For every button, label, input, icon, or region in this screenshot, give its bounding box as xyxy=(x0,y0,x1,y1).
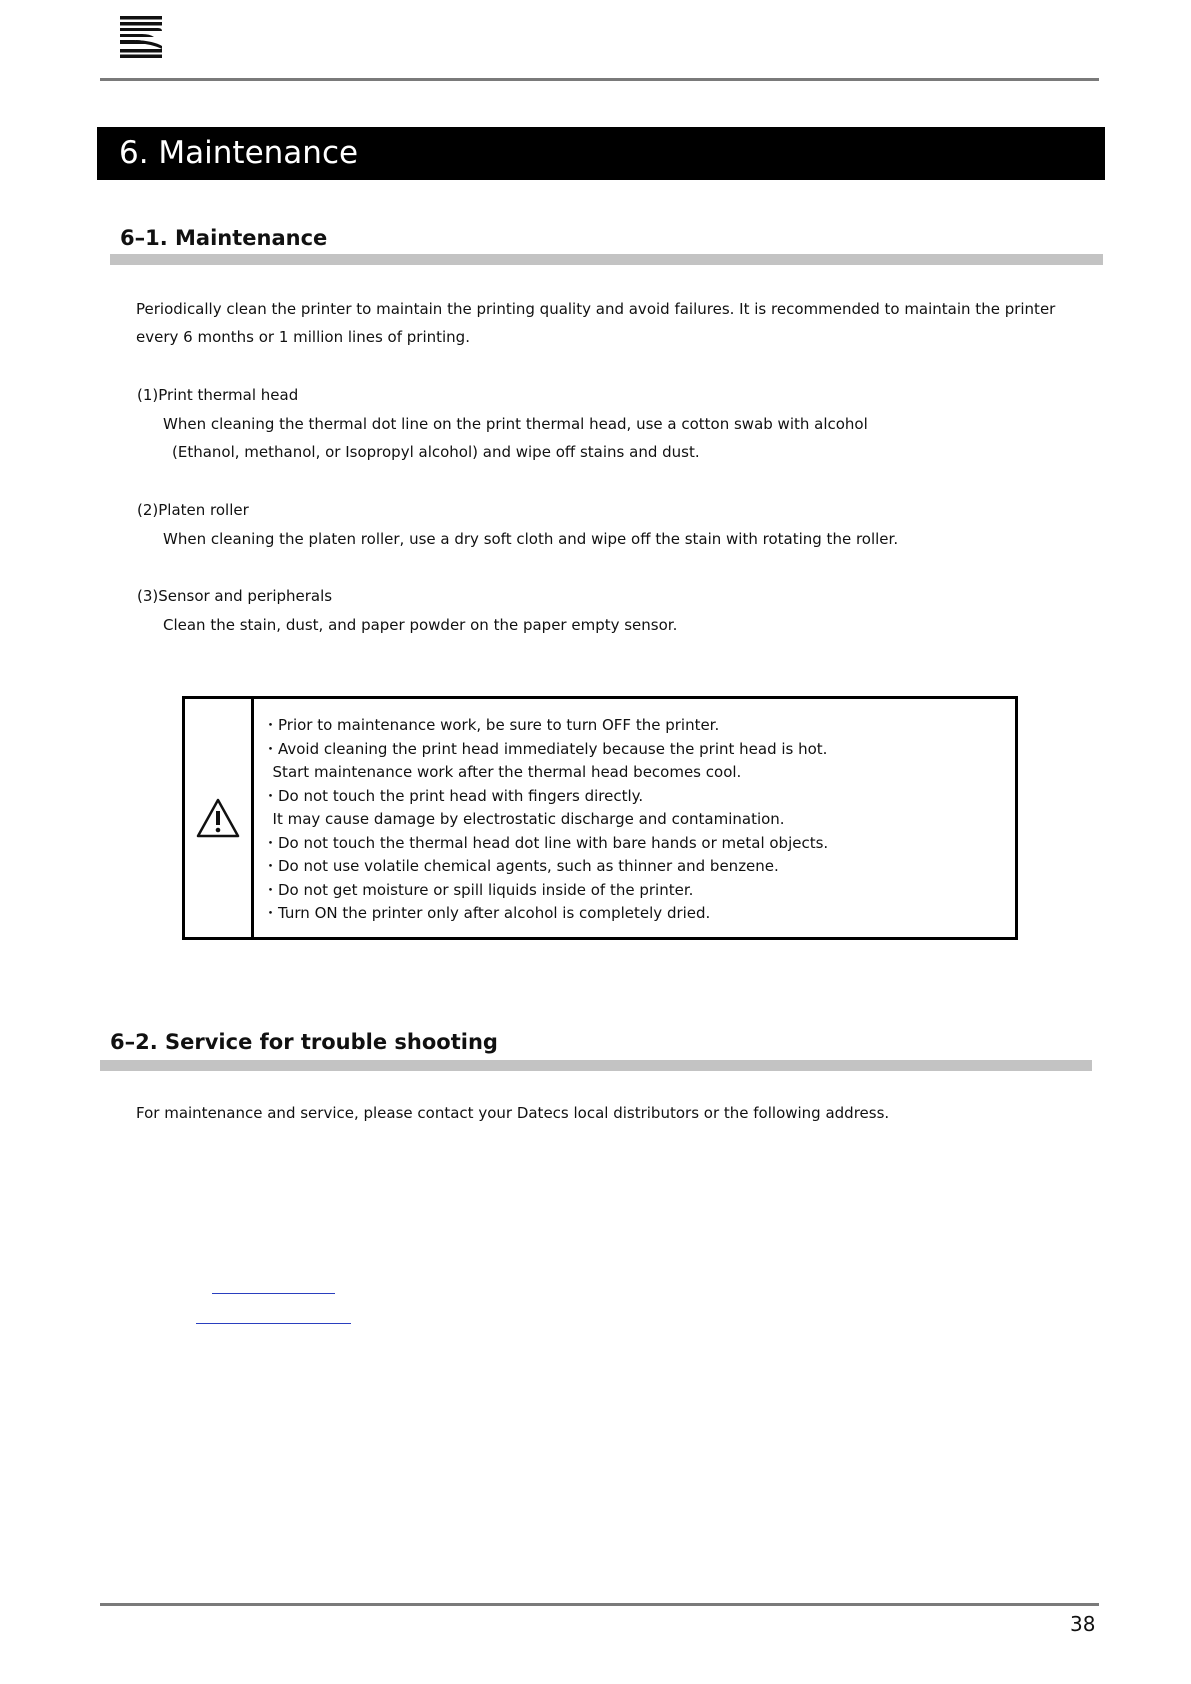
intro-line: every 6 months or 1 million lines of printing. xyxy=(136,328,470,346)
warning-line: ・Do not use volatile chemical agents, such as thinner and benzene. xyxy=(263,857,779,875)
item-heading-print-thermal-head: (1)Print thermal head xyxy=(137,386,299,404)
warning-line: ・Turn ON the printer only after alcohol is completely dried. xyxy=(263,904,711,922)
warning-triangle-icon xyxy=(195,797,241,839)
warning-line: ・Prior to maintenance work, be sure to turn OFF the printer. xyxy=(263,716,720,734)
warning-line: ・Do not touch the print head with fingers directly. xyxy=(263,786,644,805)
item-heading-platen-roller: (2)Platen roller xyxy=(137,501,249,519)
page-number: 38 xyxy=(1070,1612,1096,1636)
warning-line: ・Avoid cleaning the print head immediately because the print head is hot. xyxy=(263,739,828,758)
website-link[interactable] xyxy=(212,1293,335,1294)
warning-line: It may cause damage by electrostatic discharge and contamination. xyxy=(263,810,785,828)
warning-list xyxy=(263,714,828,926)
service-text: For maintenance and service, please contact your Datecs local distributors or the following address. xyxy=(136,1104,890,1122)
footer-rule xyxy=(100,1603,1099,1606)
warning-divider xyxy=(251,699,254,937)
section-title-maintenance: 6–1. Maintenance xyxy=(120,226,328,250)
section-underline xyxy=(110,254,1103,265)
intro-line: Periodically clean the printer to maintain the printing quality and avoid failures. It is recommended to maintain the printer xyxy=(136,300,1056,318)
email-link[interactable] xyxy=(196,1323,351,1324)
warning-box xyxy=(182,696,1018,940)
item-text: (Ethanol, methanol, or Isopropyl alcohol) and wipe off stains and dust. xyxy=(172,443,700,461)
item-text: When cleaning the platen roller, use a dry soft cloth and wipe off the stain with rotating the roller. xyxy=(163,530,899,548)
item-text: When cleaning the thermal dot line on the print thermal head, use a cotton swab with alcohol xyxy=(163,415,868,433)
section-underline xyxy=(100,1060,1092,1071)
warning-line: ・Do not touch the thermal head dot line with bare hands or metal objects. xyxy=(263,833,829,852)
datecs-logo-icon xyxy=(120,16,164,58)
item-text: Clean the stain, dust, and paper powder on the paper empty sensor. xyxy=(163,616,678,634)
header-rule xyxy=(100,78,1099,81)
warning-line: Start maintenance work after the thermal head becomes cool. xyxy=(263,763,742,781)
section-title-service: 6–2. Service for trouble shooting xyxy=(110,1030,498,1054)
chapter-title: 6. Maintenance xyxy=(97,127,1105,180)
item-heading-sensor: (3)Sensor and peripherals xyxy=(137,587,333,605)
warning-line: ・Do not get moisture or spill liquids inside of the printer. xyxy=(263,880,694,899)
